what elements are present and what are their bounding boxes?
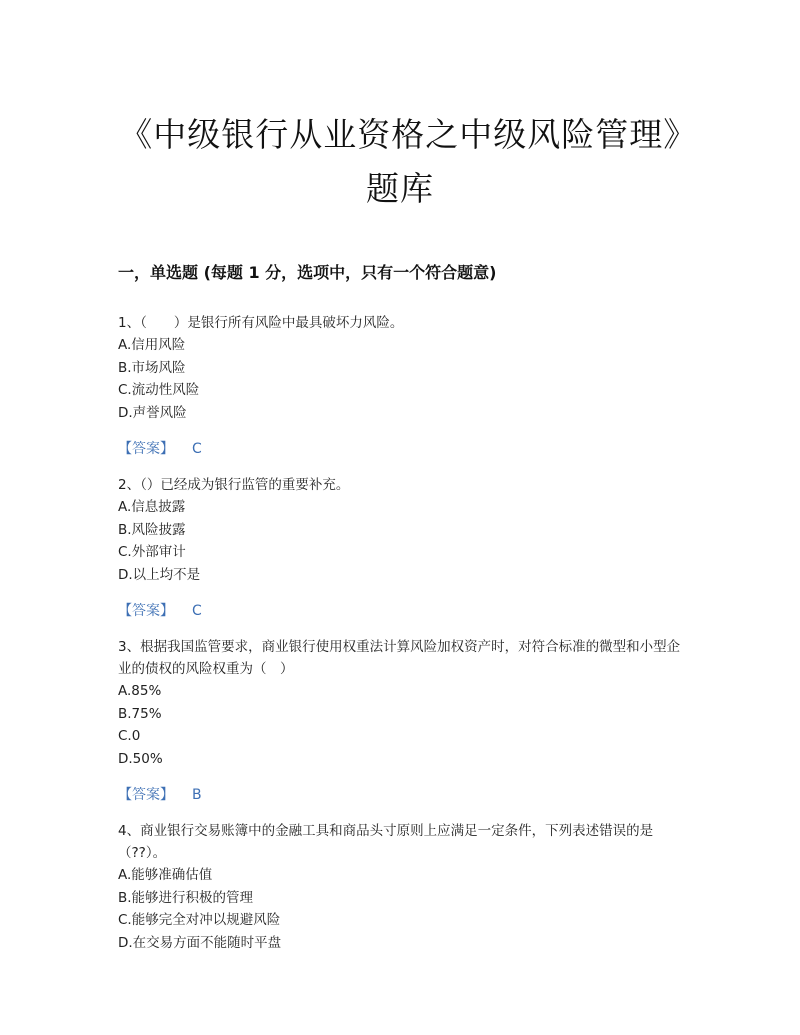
answer-label: 【答案】 xyxy=(118,603,174,619)
option-b: B.风险披露 xyxy=(118,521,186,538)
option-d: D.声誉风险 xyxy=(118,404,187,421)
option-c: C.能够完全对冲以规避风险 xyxy=(118,912,281,928)
option-a: A.信息披露 xyxy=(118,499,186,515)
answer-line xyxy=(118,784,682,806)
option-b: B.能够进行积极的管理 xyxy=(118,889,254,906)
option-d: D.以上均不是 xyxy=(118,566,201,583)
answer-label: 【答案】 xyxy=(118,787,174,803)
answer-value: B xyxy=(192,787,202,803)
option-b: B.市场风险 xyxy=(118,359,186,376)
option-c: C.0 xyxy=(118,728,141,744)
option-a: A.能够准确估值 xyxy=(118,867,213,883)
option-c: C.流动性风险 xyxy=(118,382,200,398)
answer-value: C xyxy=(192,603,202,619)
option-a: A.信用风险 xyxy=(118,337,186,353)
option-b: B.75% xyxy=(118,705,162,722)
question-stem: 2、（）已经成为银行监管的重要补充。 xyxy=(118,477,350,493)
option-d: D.在交易方面不能随时平盘 xyxy=(118,934,282,951)
section-heading: 一，单选题 (每题 1 分，选项中，只有一个符合题意) xyxy=(118,263,497,282)
question-stem: 4、商业银行交易账簿中的金融工具和商品头寸原则上应满足一定条件，下列表述错误的是（??）。 xyxy=(118,823,654,861)
question-2 xyxy=(118,474,682,622)
question-stem: 3、根据我国监管要求，商业银行使用权重法计算风险加权资产时，对符合标准的微型和小型企业的债权的风险权重为（ ） xyxy=(118,639,681,677)
answer-label: 【答案】 xyxy=(118,441,174,457)
answer-line xyxy=(118,438,682,460)
question-stem: 1、（ ）是银行所有风险中最具破坏力风险。 xyxy=(118,315,404,331)
option-c: C.外部审计 xyxy=(118,544,186,560)
question-1 xyxy=(118,312,682,460)
option-d: D.50% xyxy=(118,750,163,767)
answer-line xyxy=(118,600,682,622)
answer-value: C xyxy=(192,441,202,457)
document-title: 《中级银行从业资格之中级风险管理》题库 xyxy=(119,115,681,208)
question-3 xyxy=(118,636,682,806)
question-4 xyxy=(118,820,682,954)
option-a: A.85% xyxy=(118,683,162,699)
